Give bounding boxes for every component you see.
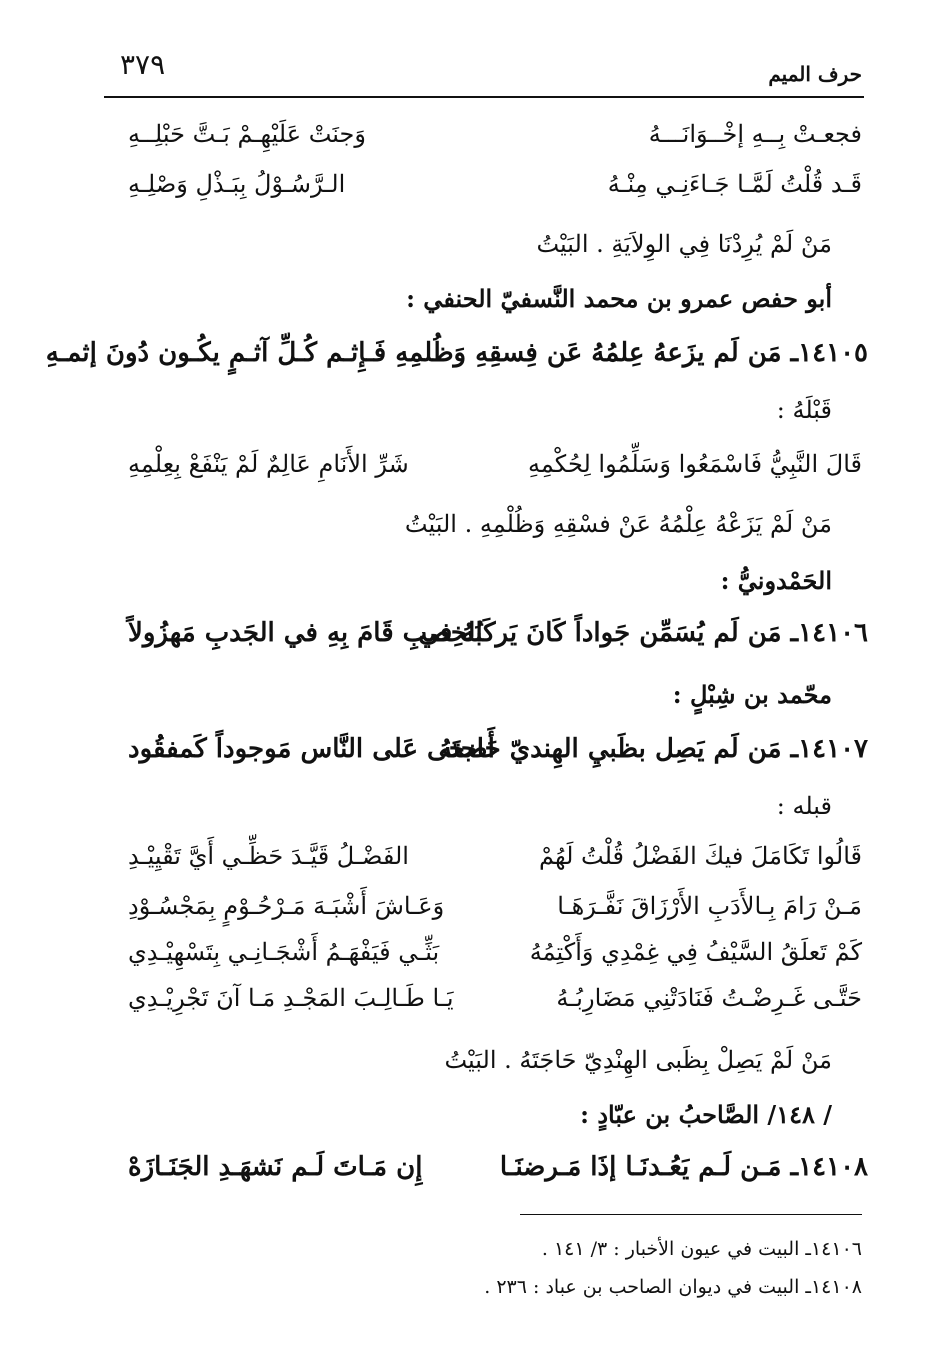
verse-reference-line: مَنْ لَمْ يُرِدْنَا فِي الوِلاَيَةِ . البَيْتُ [536, 230, 832, 258]
header-rule [104, 96, 864, 98]
verse-line [128, 938, 862, 974]
verse-reference-line: مَنْ لَمْ يَصِلْ بِظَبى الهِنْدِيّ حَاجَتَهُ . البَيْتُ [444, 1046, 832, 1074]
footnote: ١٤١٠٦ـ البيت في عيون الأخبار : ٣/ ١٤١ . [541, 1238, 862, 1260]
verse-line [128, 842, 862, 878]
footnote: ١٤١٠٨ـ البيت في ديوان الصاحب بن عباد : ٢٣٦ . [484, 1276, 862, 1298]
verse-first-hemistich: ١٤١٠٦ـ مَن لَم يُسَمِّن جَواداً كَانَ يَركَبُهُ في [418, 618, 868, 648]
page-number: ٣٧٩ [120, 48, 166, 81]
verse-line [128, 120, 862, 156]
verse-first-hemistich: كَمْ تَعلَقُ السَّيْفُ فِي غِمْدِي وَأَكْتِمُهُ [529, 938, 862, 966]
verse-second-hemistich: وَجنَتْ عَلَيْهِـمْ بَـتَّ حَبْلِــهِ [128, 120, 366, 148]
verse-second-hemistich: إِن مَـاتَ لَـم نَشهَـدِ الجَنَـازَهْ [128, 1152, 423, 1182]
running-title: حرف الميم [768, 62, 862, 86]
verse-second-hemistich: الـرَّسُـوْلُ بِبَـذْلِ وَصْلِـهِ [128, 170, 346, 198]
verse-second-hemistich: يَـا طَـالِـبَ المَجْـدِ مَـا آنَ تَجْرِيْـدِي [128, 984, 454, 1012]
qablahu-label: قبله : [776, 792, 832, 820]
verse-second-hemistich: الخِصبِ قَامَ بِهِ في الجَدبِ مَهزُولاً [128, 618, 483, 648]
verse-second-hemistich: الفَضْـلُ قَيَّـدَ حَظِّـي أَيَّ تَقْيِيْـدِ [128, 842, 409, 870]
verse-first-hemistich: قَالَ النَّبِيُّ فَاسْمَعُوا وَسَلِّمُوا لِحُكْمِهِ [527, 450, 862, 478]
verse-reference-line: مَنْ لَمْ يَزَعْهُ عِلْمُهُ عَنْ فسْقِهِ وَظُلْمِهِ . البَيْتُ [404, 510, 832, 538]
entry-1106 [128, 618, 868, 654]
poet-attribution: أبو حفص عمرو بن محمد النَّسفيّ الحنفي : [406, 284, 832, 313]
verse-first-hemistich: قَالُوا تَكَامَلَ فيكَ الفَضْلُ قُلْتُ لَهُمْ [539, 842, 862, 870]
verse-line [128, 170, 862, 206]
verse-line [128, 892, 862, 928]
verse-line [128, 984, 862, 1020]
verse-first-hemistich: ١٤١٠٨ـ مَـن لَـم يَعُـدنَـا إذَا مَـرضنَـا [499, 1152, 868, 1182]
verse-second-hemistich: أَضحى عَلى النَّاس مَوجوداً كَمفقُود [128, 734, 495, 764]
poet-attribution: محّمد بن شِبْلٍ : [672, 680, 832, 709]
qablahu-label: قَبْلَهُ : [776, 396, 832, 424]
entry-1105: ١٤١٠٥ـ مَن لَم يزَعهُ عِلمُهُ عَن فِسقِهِ وَظُلمِهِ فَـإِثـم كُـلِّ آثـمٍ يكُـون دُونَ إثمـهِ [45, 338, 868, 368]
verse-second-hemistich: بَثِّـي فَيَفْهَـمُ أَشْجَـانِـي بِتَسْهِيْـدِي [128, 938, 440, 966]
verse-first-hemistich: فجعـتْ بِــهِ إخْــوَانَـــهُ [648, 120, 862, 148]
verse-second-hemistich: وَعَـاشَ أَشْبَـهَ مَـرْحُـوْمٍ بِمَجْسُـوْدِ [128, 892, 445, 920]
verse-first-hemistich: ١٤١٠٧ـ مَن لَم يَصِل بظَبيِ الهِنديّ حَاجتَهُ [438, 734, 868, 764]
poet-attribution: / ١٤٨/ الصَّاحبُ بن عبّادٍ : [580, 1100, 832, 1129]
verse-first-hemistich: قَـد قُلْتُ لَمَّـا جَـاءَنِـي مِنْـهُ [607, 170, 862, 198]
poet-attribution: الحَمْدونيُّ : [720, 566, 832, 595]
verse-line [128, 450, 862, 486]
entry-1107 [128, 734, 868, 770]
verse-first-hemistich: مَـنْ رَامَ بِـالأَدَبِ الأَرْزَاقَ نَفَّـرَهَـا [557, 892, 862, 920]
footnote-rule [520, 1214, 862, 1215]
entry-1108 [128, 1152, 868, 1188]
verse-first-hemistich: حَتَّـى غَـرِضْـتُ فَنَادَتْنِي مَضَارِبُـهُ [556, 984, 862, 1012]
verse-second-hemistich: شَرِّ الأَنَامِ عَالِمٌ لَمْ يَنْفَعْ بِعِلْمِهِ [128, 450, 409, 478]
